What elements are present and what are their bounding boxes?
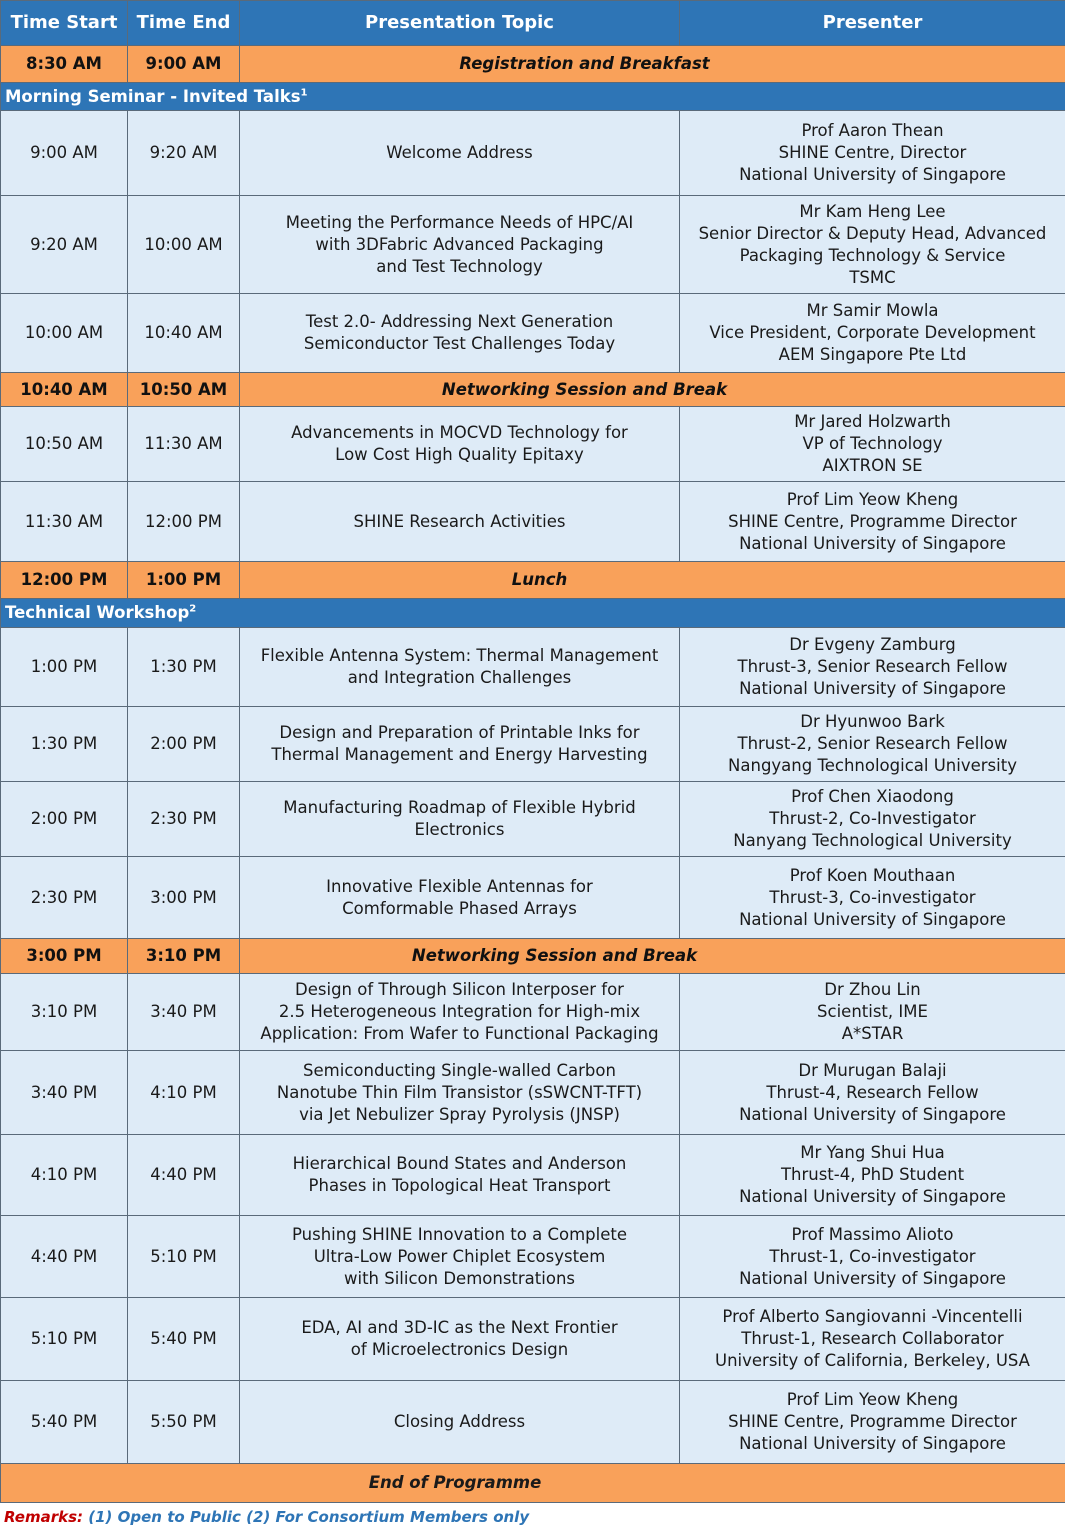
remarks-label: Remarks [4,1508,78,1526]
table-row [1,294,1065,373]
time-end: 10:00 AM [128,196,240,294]
break-row-networking [1,373,1065,407]
presenter: Prof Alberto Sangiovanni -Vincentelli Thrust-1, Research Collaborator University of California, Berkeley, USA [680,1298,1065,1381]
table-row [1,1381,1065,1464]
break-title: Registration and Breakfast [240,46,1065,83]
section-title-text: Morning Seminar - Invited Talks [5,86,301,106]
break-row-networking [1,939,1065,974]
table-row [1,974,1065,1051]
time-start: 5:10 PM [1,1298,128,1381]
time-start: 3:10 PM [1,974,128,1051]
section-row-technical-workshop [1,599,1065,628]
presenter: Prof Lim Yeow Kheng SHINE Centre, Programme Director National University of Singapore [680,1381,1065,1464]
topic: SHINE Research Activities [240,482,680,562]
presenter: Prof Massimo Alioto Thrust-1, Co-investigator National University of Singapore [680,1216,1065,1298]
topic: Innovative Flexible Antennas for Comformable Phased Arrays [240,857,680,939]
break-time-start: 8:30 AM [1,46,128,83]
time-start: 10:50 AM [1,407,128,482]
break-time-end: 1:00 PM [128,562,240,599]
remarks-colon: : [77,1508,84,1526]
table-row [1,1216,1065,1298]
topic: Welcome Address [240,111,680,196]
time-start: 2:30 PM [1,857,128,939]
table-header-row [1,1,1065,46]
table-row [1,1135,1065,1216]
table-row [1,482,1065,562]
topic: Closing Address [240,1381,680,1464]
topic: Hierarchical Bound States and Anderson Phases in Topological Heat Transport [240,1135,680,1216]
table-row [1,782,1065,857]
time-end: 2:30 PM [128,782,240,857]
presenter: Prof Aaron Thean SHINE Centre, Director National University of Singapore [680,111,1065,196]
section-title [1,83,1065,111]
time-start: 9:20 AM [1,196,128,294]
break-title: Lunch [240,562,1065,599]
topic: Pushing SHINE Innovation to a Complete Ultra-Low Power Chiplet Ecosystem with Silicon Demonstrations [240,1216,680,1298]
presenter: Dr Hyunwoo Bark Thrust-2, Senior Research Fellow Nangyang Technological University [680,707,1065,782]
presenter: Prof Chen Xiaodong Thrust-2, Co-Investigator Nanyang Technological University [680,782,1065,857]
presenter: Dr Zhou Lin Scientist, IME A*STAR [680,974,1065,1051]
time-end: 10:40 AM [128,294,240,373]
header-topic: Presentation Topic [240,1,680,46]
topic: Flexible Antenna System: Thermal Management and Integration Challenges [240,628,680,707]
time-end: 4:40 PM [128,1135,240,1216]
presenter: Mr Jared Holzwarth VP of Technology AIXTRON SE [680,407,1065,482]
time-start: 5:40 PM [1,1381,128,1464]
end-of-programme-row [1,1464,1065,1503]
break-row-registration [1,46,1065,83]
section-footnote-marker: 2 [189,603,197,615]
table-row [1,628,1065,707]
presenter: Mr Samir Mowla Vice President, Corporate Development AEM Singapore Pte Ltd [680,294,1065,373]
break-time-end: 3:10 PM [128,939,240,974]
table-row [1,196,1065,294]
time-start: 2:00 PM [1,782,128,857]
header-presenter: Presenter [680,1,1065,46]
time-end: 5:40 PM [128,1298,240,1381]
table-row [1,857,1065,939]
time-end: 1:30 PM [128,628,240,707]
section-row-morning-seminar [1,83,1065,111]
time-end: 3:40 PM [128,974,240,1051]
end-title: End of Programme [1,1464,1065,1503]
break-time-start: 10:40 AM [1,373,128,407]
time-end: 3:00 PM [128,857,240,939]
section-title [1,599,1065,628]
time-start: 4:40 PM [1,1216,128,1298]
break-time-end: 10:50 AM [128,373,240,407]
table-row [1,707,1065,782]
time-end: 4:10 PM [128,1051,240,1135]
topic: Test 2.0- Addressing Next Generation Semiconductor Test Challenges Today [240,294,680,373]
presenter: Dr Murugan Balaji Thrust-4, Research Fellow National University of Singapore [680,1051,1065,1135]
presenter: Mr Kam Heng Lee Senior Director & Deputy Head, Advanced Packaging Technology & Service TSMC [680,196,1065,294]
remarks-note [4,1508,529,1526]
table-row [1,111,1065,196]
time-end: 5:50 PM [128,1381,240,1464]
topic: Design of Through Silicon Interposer for 2.5 Heterogeneous Integration for High-mix Application: From Wafer to Functional Packaging [240,974,680,1051]
time-end: 2:00 PM [128,707,240,782]
topic: Advancements in MOCVD Technology for Low Cost High Quality Epitaxy [240,407,680,482]
header-time-end: Time End [128,1,240,46]
presenter: Dr Evgeny Zamburg Thrust-3, Senior Research Fellow National University of Singapore [680,628,1065,707]
break-time-start: 12:00 PM [1,562,128,599]
break-time-end: 9:00 AM [128,46,240,83]
break-title: Networking Session and Break [240,939,1065,974]
break-row-lunch [1,562,1065,599]
section-title-text: Technical Workshop [5,603,190,622]
remarks-text: (1) Open to Public (2) For Consortium Members only [88,1508,530,1526]
time-start: 1:30 PM [1,707,128,782]
break-title: Networking Session and Break [240,373,1065,407]
section-footnote-marker: 1 [300,87,308,98]
time-start: 4:10 PM [1,1135,128,1216]
break-time-start: 3:00 PM [1,939,128,974]
time-end: 11:30 AM [128,407,240,482]
time-start: 1:00 PM [1,628,128,707]
presenter: Prof Koen Mouthaan Thrust-3, Co-investigator National University of Singapore [680,857,1065,939]
table-row [1,1051,1065,1135]
time-start: 3:40 PM [1,1051,128,1135]
topic: Semiconducting Single-walled Carbon Nanotube Thin Film Transistor (sSWCNT-TFT) via Jet Nebulizer Spray Pyrolysis (JNSP) [240,1051,680,1135]
table-row [1,1298,1065,1381]
presenter: Mr Yang Shui Hua Thrust-4, PhD Student National University of Singapore [680,1135,1065,1216]
topic: Design and Preparation of Printable Inks for Thermal Management and Energy Harvesting [240,707,680,782]
time-start: 10:00 AM [1,294,128,373]
table-row [1,407,1065,482]
topic: EDA, AI and 3D-IC as the Next Frontier of Microelectronics Design [240,1298,680,1381]
time-start: 9:00 AM [1,111,128,196]
topic: Manufacturing Roadmap of Flexible Hybrid Electronics [240,782,680,857]
time-end: 5:10 PM [128,1216,240,1298]
topic: Meeting the Performance Needs of HPC/AI with 3DFabric Advanced Packaging and Test Technology [240,196,680,294]
header-time-start: Time Start [1,1,128,46]
presenter: Prof Lim Yeow Kheng SHINE Centre, Programme Director National University of Singapore [680,482,1065,562]
time-end: 12:00 PM [128,482,240,562]
time-start: 11:30 AM [1,482,128,562]
time-end: 9:20 AM [128,111,240,196]
